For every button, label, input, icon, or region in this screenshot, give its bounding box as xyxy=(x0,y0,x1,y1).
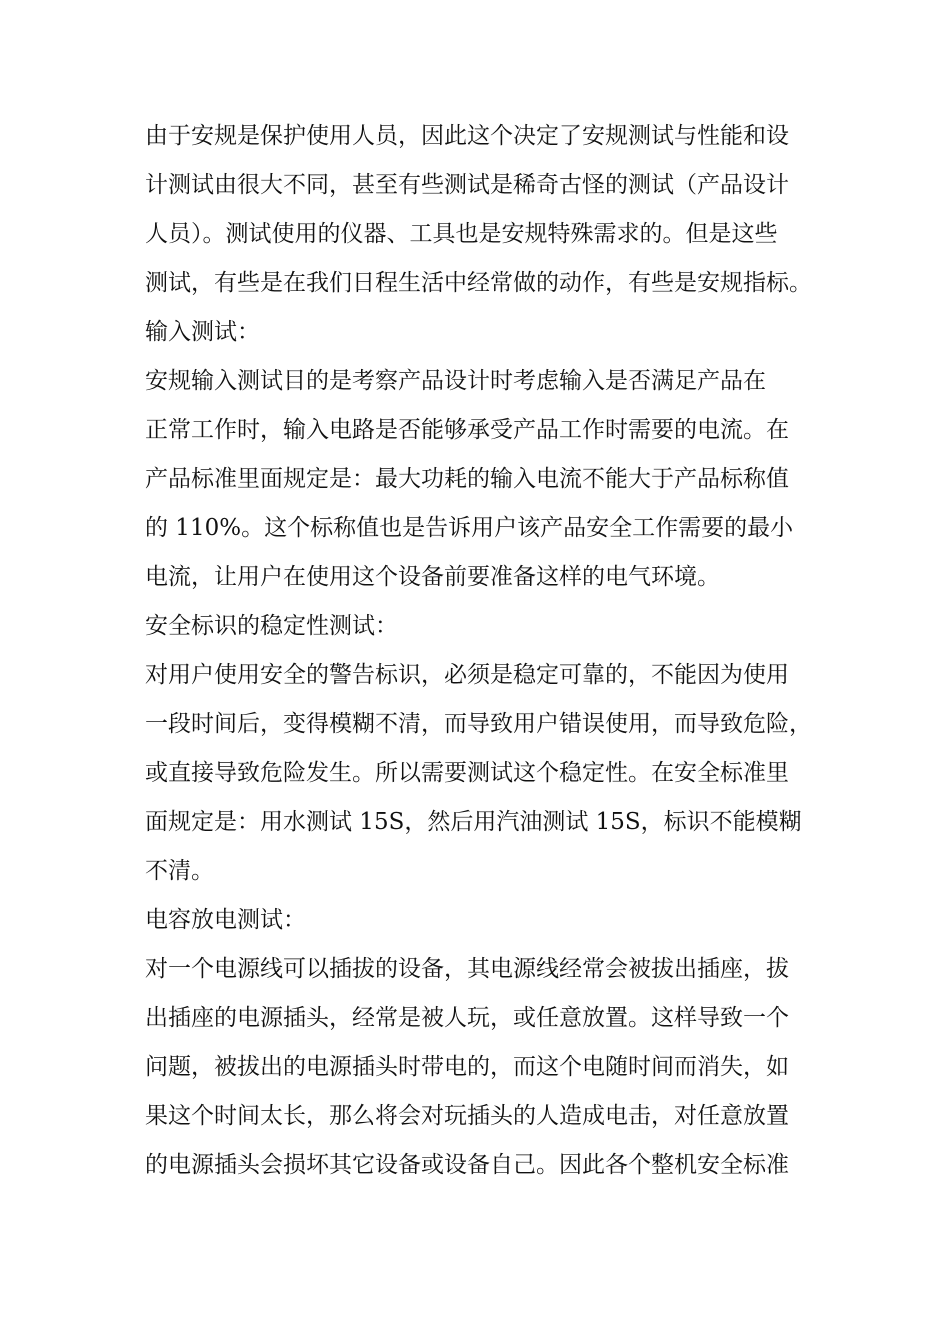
text-line: 由于安规是保护使用人员，因此这个决定了安规测试与性能和设 xyxy=(145,123,789,149)
text-line: 不清。 xyxy=(145,858,214,884)
text-line: 产品标准里面规定是：最大功耗的输入电流不能大于产品标称值 xyxy=(145,466,789,492)
section-heading-capacitor-discharge-test: 电容放电测试： xyxy=(145,907,306,933)
text-line: 电流，让用户在使用这个设备前要准备这样的电气环境。 xyxy=(145,564,720,590)
text-line: 面规定是：用水测试 15S，然后用汽油测试 15S，标识不能模糊 xyxy=(145,809,802,835)
text-line: 的 110%。这个标称值也是告诉用户该产品安全工作需要的最小 xyxy=(145,515,794,541)
text-line: 人员）。测试使用的仪器、工具也是安规特殊需求的。但是这些 xyxy=(145,221,778,247)
text-line: 对用户使用安全的警告标识，必须是稳定可靠的，不能因为使用 xyxy=(145,662,789,688)
text-line: 出插座的电源插头，经常是被人玩，或任意放置。这样导致一个 xyxy=(145,1005,789,1031)
text-line: 对一个电源线可以插拔的设备，其电源线经常会被拔出插座，拔 xyxy=(145,956,789,982)
document-body xyxy=(145,112,825,1190)
text-line: 的电源插头会损坏其它设备或设备自己。因此各个整机安全标准 xyxy=(145,1152,789,1178)
text-line: 计测试由很大不同，甚至有些测试是稀奇古怪的测试（产品设计 xyxy=(145,172,789,198)
text-line: 正常工作时，输入电路是否能够承受产品工作时需要的电流。在 xyxy=(145,417,789,443)
text-line: 一段时间后，变得模糊不清，而导致用户错误使用，而导致危险， xyxy=(145,711,812,737)
text-line: 安规输入测试目的是考察产品设计时考虑输入是否满足产品在 xyxy=(145,368,766,394)
text-line: 或直接导致危险发生。所以需要测试这个稳定性。在安全标准里 xyxy=(145,760,789,786)
text-line: 测试，有些是在我们日程生活中经常做的动作，有些是安规指标。 xyxy=(145,270,812,296)
text-line: 果这个时间太长，那么将会对玩插头的人造成电击，对任意放置 xyxy=(145,1103,789,1129)
section-heading-label-stability-test: 安全标识的稳定性测试： xyxy=(145,613,398,639)
section-heading-input-test: 输入测试： xyxy=(145,319,260,345)
text-line: 问题，被拔出的电源插头时带电的，而这个电随时间而消失，如 xyxy=(145,1054,789,1080)
